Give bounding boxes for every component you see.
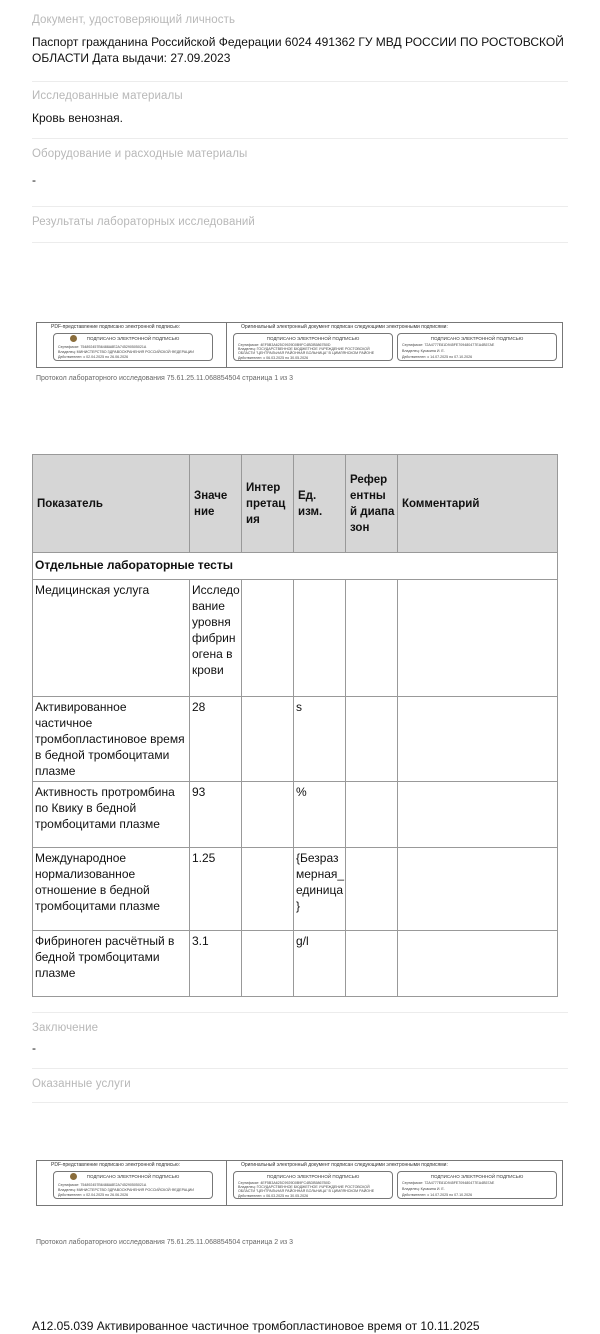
signature-box-hospital: ПОДПИСАНО ЭЛЕКТРОННОЙ ПОДПИСЬЮ Сертификат: 4EF5B3A625C9929D0B9FC4BDB5867B0D Владелец: ГОСУДАРСТВЕННОЕ БЮДЖЕТНОЕ УЧРЕЖДЕНИЕ РОСТОВСКОЙ ОБЛАСТИ "ЦЕНТРАЛЬНАЯ РАЙОННАЯ БОЛЬНИЦА" В ЦИМЛЯНСКОМ РАЙОНЕ Действителен: с 06.03.2025 по 30.05.2026 [233,333,393,361]
signature-box-ministry: ПОДПИСАНО ЭЛЕКТРОННОЙ ПОДПИСЬЮ Сертификат: 754892457B6488A8E2A745290505021A Владелец: МИНИСТЕРСТВО ЗДРАВООХРАНЕНИЯ РОССИЙСКОЙ ФЕДЕРАЦИИ Действителен: с 02.04.2025 по 26.06.2026 [53,1171,213,1199]
identity-line1: Паспорт гражданина Российской Федерации 6024 491362 ГУ МВД РОССИИ ПО РОСТОВСКОЙ [32,35,564,49]
equipment-title: Оборудование и расходные материалы [32,148,248,160]
pdf-signature-label: PDF-представление подписано электронной подписью: [51,324,180,330]
identity-line2: ОБЛАСТИ Дата выдачи: 27.09.2023 [32,51,231,65]
table-row: Активность протромбина по Квику в бедной тромбоцитами плазме 93 % [33,782,558,848]
conclusion-title: Заключение [32,1022,99,1034]
divider [32,242,568,243]
table-row: Активированное частичное тромбопластиновое время в бедной тромбоцитами плазме 28 s [33,697,558,782]
services-section [32,1078,568,1090]
signature-box-person: ПОДПИСАНО ЭЛЕКТРОННОЙ ПОДПИСЬЮ Сертификат: 72A4777E81D945FE709480477EA4B57AE Владелец: Кусакина И. Е. Действителен: с 14.07.2025 по 07.10.2026 [397,333,557,361]
materials-text: Кровь венозная. [32,111,124,125]
divider [32,206,568,207]
table-row: Медицинская услуга Исследо вание уровня фибрин огена в крови [33,580,558,697]
equipment-section [32,148,568,188]
page-footnote: Протокол лабораторного исследования 75.61.25.11.068854504 страница 2 из 3 [36,1239,294,1246]
original-signature-label: Оригинальный электронный документ подписан следующими электронными подписями: [241,324,448,330]
signature-block [36,322,563,368]
results-title: Результаты лабораторных исследований [32,216,255,228]
divider [32,1102,568,1103]
identity-section [32,14,568,66]
page-footnote: Протокол лабораторного исследования 75.61.25.11.068854504 страница 1 из 3 [36,375,294,382]
services-title: Оказанные услуги [32,1078,131,1090]
header-interpretation: Интер претац ия [242,455,294,553]
materials-section [32,90,568,126]
results-section [32,216,568,228]
header-unit: Ед. изм. [294,455,346,553]
table-row: Фибриноген расчётный в бедной тромбоцитами плазме 3.1 g/l [33,931,558,997]
header-reference-range: Рефер ентны й диапа зон [346,455,398,553]
conclusion-section [32,1022,568,1056]
original-signature-label: Оригинальный электронный документ подписан следующими электронными подписями: [241,1162,448,1168]
divider [32,1012,568,1013]
header-comment: Комментарий [398,455,558,553]
signature-box-hospital: ПОДПИСАНО ЭЛЕКТРОННОЙ ПОДПИСЬЮ Сертификат: 4EF5B3A625C9929D0B9FC4BDB5867B0D Владелец: ГОСУДАРСТВЕННОЕ БЮДЖЕТНОЕ УЧРЕЖДЕНИЕ РОСТОВСКОЙ ОБЛАСТИ "ЦЕНТРАЛЬНАЯ РАЙОННАЯ БОЛЬНИЦА" В ЦИМЛЯНСКОМ РАЙОНЕ Действителен: с 06.03.2025 по 30.05.2026 [233,1171,393,1199]
materials-title: Исследованные материалы [32,90,183,102]
results-table [32,454,558,997]
table-group-label: Отдельные лабораторные тесты [33,553,558,580]
service-line: A12.05.039 Активированное частичное тромбопластиновое время от 10.11.2025 [32,1319,480,1333]
table-row: Международное нормализованное отношение в бедной тромбоцитами плазме 1.25 {Безраз мерная_ единица } [33,848,558,931]
identity-title: Документ, удостоверяющий личность [32,14,236,26]
signature-block [36,1160,563,1206]
pdf-signature-label: PDF-представление подписано электронной подписью: [51,1162,180,1168]
divider [32,1068,568,1069]
header-value: Значе ние [190,455,242,553]
conclusion-text: - [32,1041,36,1055]
divider [32,81,568,82]
equipment-text: - [32,173,36,187]
header-indicator: Показатель [33,455,190,553]
signature-box-person: ПОДПИСАНО ЭЛЕКТРОННОЙ ПОДПИСЬЮ Сертификат: 72A4777E81D945FE709480477EA4B57AE Владелец: Кусакина И. Е. Действителен: с 14.07.2025 по 07.10.2026 [397,1171,557,1199]
divider [32,138,568,139]
signature-box-ministry: ПОДПИСАНО ЭЛЕКТРОННОЙ ПОДПИСЬЮ Сертификат: 754892457B6488A8E2A745290505021A Владелец: МИНИСТЕРСТВО ЗДРАВООХРАНЕНИЯ РОССИЙСКОЙ ФЕДЕРАЦИИ Действителен: с 02.04.2025 по 26.06.2026 [53,333,213,361]
